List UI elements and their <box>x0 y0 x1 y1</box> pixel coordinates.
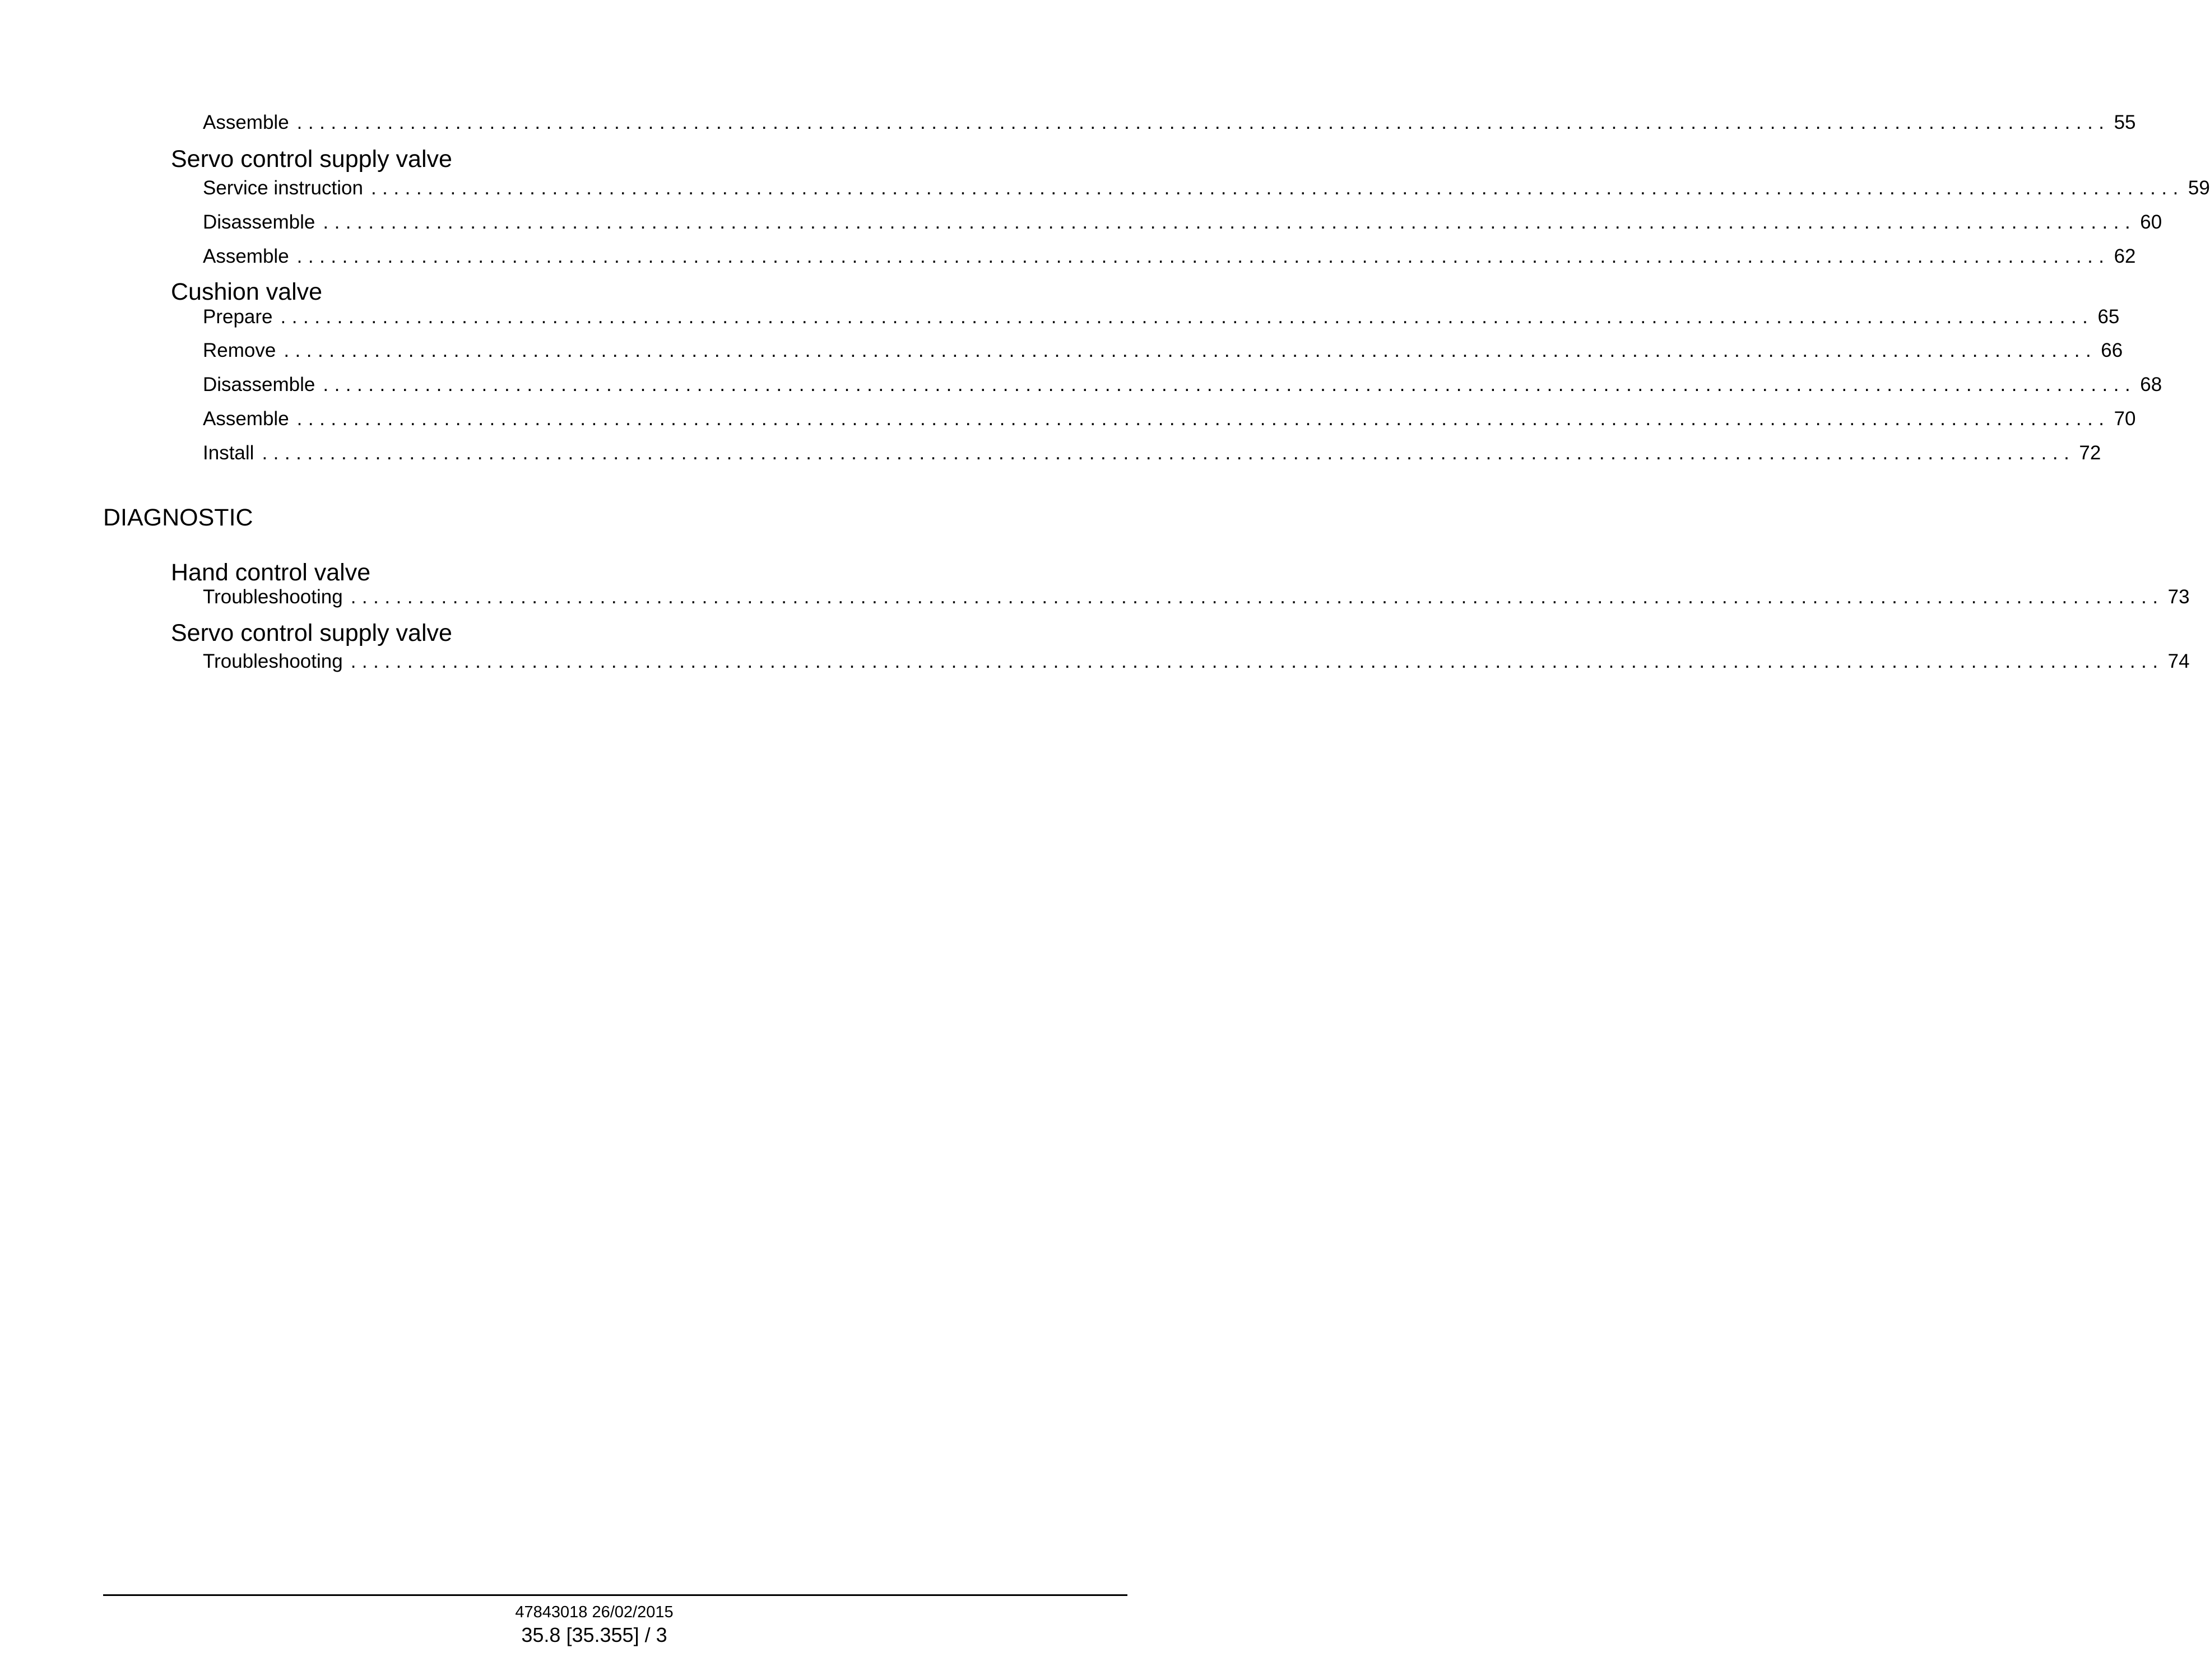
toc-entry-page: 72 <box>2079 442 2101 464</box>
toc-leader-dots: ................................................................................................................................................................ <box>284 339 2097 361</box>
toc-leader-dots: ................................................................................................................................................................ <box>323 374 2137 395</box>
toc-entry[interactable] <box>203 338 2123 364</box>
toc-entry-label: Service instruction <box>203 177 363 199</box>
toc-entry-page: 59 <box>2188 177 2210 199</box>
toc-leader-dots: ................................................................................................................................................................ <box>350 650 2164 672</box>
footer-document-reference: 47843018 26/02/2015 <box>515 1603 674 1621</box>
toc-entry-label: Install <box>203 442 254 464</box>
toc-entry[interactable] <box>203 649 2190 674</box>
toc-entry-label: Troubleshooting <box>203 586 343 608</box>
toc-entry[interactable] <box>203 244 2136 269</box>
toc-entry-label: Troubleshooting <box>203 650 343 672</box>
toc-leader-dots: ................................................................................................................................................................ <box>323 211 2137 233</box>
toc-leader-dots: ................................................................................................................................................................ <box>296 111 2110 133</box>
toc-entry-label: Disassemble <box>203 374 315 395</box>
section-heading: Servo control supply valve <box>171 620 452 646</box>
toc-entry-page: 65 <box>2097 306 2120 328</box>
toc-entry-page: 55 <box>2114 111 2136 133</box>
toc-entry[interactable] <box>203 584 2190 610</box>
toc-leader-dots: ................................................................................................................................................................ <box>262 442 2076 464</box>
toc-entry[interactable] <box>203 210 2162 235</box>
toc-entry[interactable] <box>203 110 2136 136</box>
toc-entry-label: Prepare <box>203 306 273 328</box>
toc-entry-label: Assemble <box>203 111 289 133</box>
toc-entry[interactable] <box>203 406 2136 432</box>
section-heading: Cushion valve <box>171 278 323 305</box>
toc-entry[interactable] <box>203 175 2210 201</box>
toc-entry-label: Assemble <box>203 245 289 267</box>
section-heading: Hand control valve <box>171 559 371 586</box>
toc-entry-page: 74 <box>2167 650 2190 672</box>
toc-leader-dots: ................................................................................................................................................................ <box>280 306 2094 328</box>
toc-leader-dots: ................................................................................................................................................................ <box>296 408 2110 430</box>
toc-entry[interactable] <box>203 440 2101 466</box>
toc-entry-label: Remove <box>203 339 276 361</box>
footer-page-reference: 35.8 [35.355] / 3 <box>521 1623 667 1646</box>
toc-entry-label: Disassemble <box>203 211 315 233</box>
toc-entry-page: 62 <box>2114 245 2136 267</box>
toc-leader-dots: ................................................................................................................................................................ <box>370 177 2184 199</box>
toc-entry-label: Assemble <box>203 408 289 430</box>
toc-entry-page: 70 <box>2114 408 2136 430</box>
toc-entry[interactable] <box>203 304 2120 330</box>
toc-leader-dots: ................................................................................................................................................................ <box>296 245 2110 267</box>
toc-entry[interactable] <box>203 372 2162 398</box>
part-heading: DIAGNOSTIC <box>103 504 253 531</box>
toc-entry-page: 73 <box>2167 586 2190 608</box>
footer-divider <box>103 1594 1127 1596</box>
toc-entry-page: 66 <box>2101 339 2123 361</box>
section-heading: Servo control supply valve <box>171 146 452 173</box>
toc-entry-page: 68 <box>2140 374 2162 395</box>
toc-entry-page: 60 <box>2140 211 2162 233</box>
toc-leader-dots: ................................................................................................................................................................ <box>350 586 2164 608</box>
